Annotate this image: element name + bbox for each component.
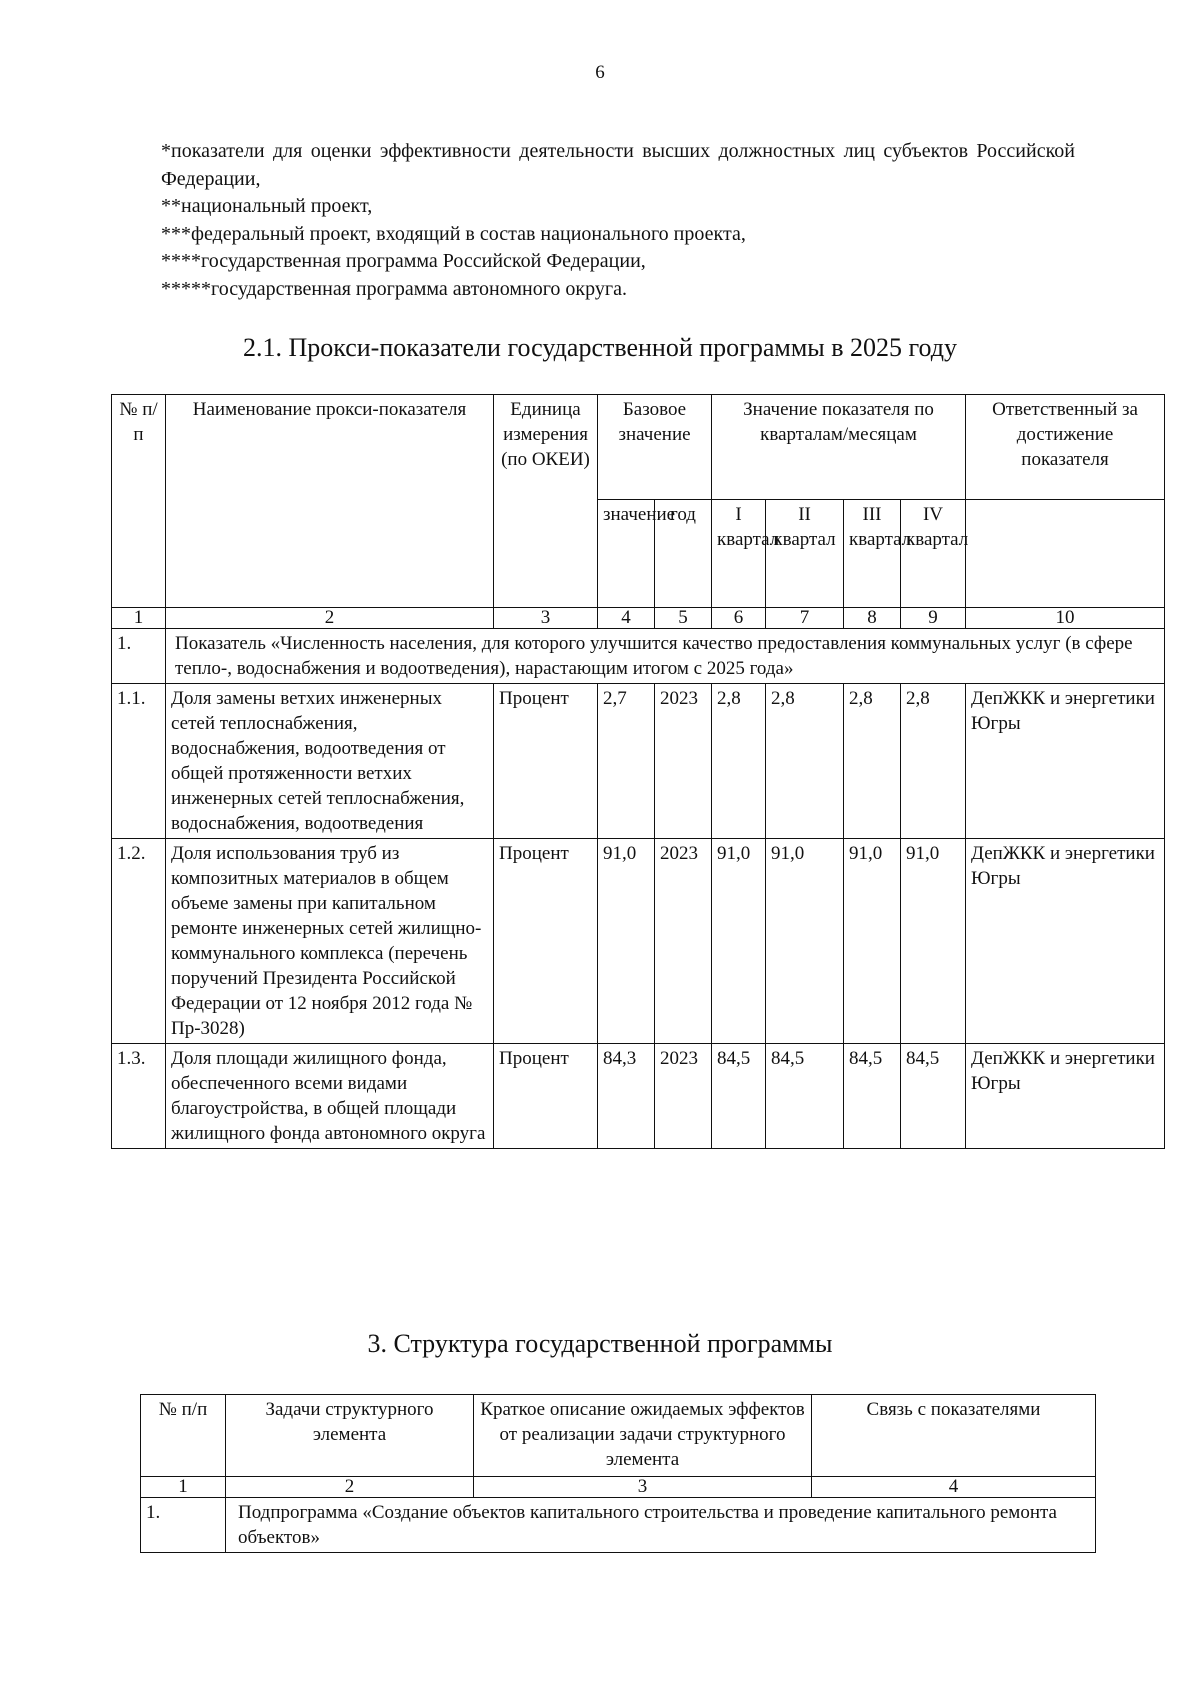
base-value: 91,0 xyxy=(598,839,655,1044)
row-num: 1. xyxy=(141,1498,226,1553)
q3-value: 91,0 xyxy=(844,839,901,1044)
header-num: № п/п xyxy=(141,1395,226,1477)
table-row xyxy=(112,1044,1165,1149)
header-q3: III квартал xyxy=(844,500,901,608)
responsible: ДепЖКК и энергетики Югры xyxy=(966,1044,1165,1149)
program-structure-table xyxy=(140,1394,1096,1553)
indicator-name: Доля использования труб из композитных материалов в общем объеме замены при капитальном ремонте инженерных сетей жилищно-коммунального комплекса (перечень поручений Президента Российской Федерации от 12 ноября 2012 года № Пр-3028) xyxy=(166,839,494,1044)
table-row xyxy=(112,839,1165,1044)
q1-value: 91,0 xyxy=(712,839,766,1044)
subprogram-title: Подпрограмма «Создание объектов капитального строительства и проведение капитального ремонта объектов» xyxy=(226,1498,1096,1553)
unit: Процент xyxy=(494,684,598,839)
column-number: 4 xyxy=(812,1477,1096,1498)
column-number-row xyxy=(112,608,1165,629)
base-value: 2,7 xyxy=(598,684,655,839)
column-number: 10 xyxy=(966,608,1165,629)
q4-value: 2,8 xyxy=(901,684,966,839)
section-3-title: 3. Структура государственной программы xyxy=(367,1329,833,1358)
header-q1: I квартал xyxy=(712,500,766,608)
table-row xyxy=(112,684,1165,839)
column-number: 3 xyxy=(494,608,598,629)
base-value: 84,3 xyxy=(598,1044,655,1149)
header-unit: Единица измерения (по ОКЕИ) xyxy=(494,395,598,608)
column-number: 2 xyxy=(166,608,494,629)
row-num: 1.2. xyxy=(112,839,166,1044)
header-q4: IV квартал xyxy=(901,500,966,608)
q2-value: 2,8 xyxy=(766,684,844,839)
header-base: Базовое значение xyxy=(598,395,712,500)
header-quarters: Значение показателя по кварталам/месяцам xyxy=(712,395,966,500)
footnote: *****государственная программа автономного округа. xyxy=(161,277,627,300)
q4-value: 84,5 xyxy=(901,1044,966,1149)
base-year: 2023 xyxy=(655,839,712,1044)
row-num: 1.1. xyxy=(112,684,166,839)
header-tasks: Задачи структурного элемента xyxy=(226,1395,474,1477)
q3-value: 84,5 xyxy=(844,1044,901,1149)
column-number: 2 xyxy=(226,1477,474,1498)
group-num: 1. xyxy=(112,629,166,684)
base-year: 2023 xyxy=(655,1044,712,1149)
header-responsible-blank xyxy=(966,500,1165,608)
indicator-group-row xyxy=(112,629,1165,684)
column-number: 7 xyxy=(766,608,844,629)
table-row xyxy=(141,1498,1096,1553)
q1-value: 2,8 xyxy=(712,684,766,839)
indicator-name: Доля замены ветхих инженерных сетей теплоснабжения, водоснабжения, водоотведения от общей протяженности ветхих инженерных сетей теплоснабжения, водоснабжения, водоотведения xyxy=(166,684,494,839)
header-link: Связь с показателями xyxy=(812,1395,1096,1477)
column-number: 9 xyxy=(901,608,966,629)
footnote: ****государственная программа Российской Федерации, xyxy=(161,250,646,272)
q4-value: 91,0 xyxy=(901,839,966,1044)
column-number: 6 xyxy=(712,608,766,629)
column-number: 5 xyxy=(655,608,712,629)
header-base-value: значение xyxy=(598,500,655,608)
proxy-indicators-table xyxy=(111,394,1165,1149)
header-q2: II квартал xyxy=(766,500,844,608)
q2-value: 91,0 xyxy=(766,839,844,1044)
footnote: ***федеральный проект, входящий в состав национального проекта, xyxy=(161,222,746,245)
header-num: № п/п xyxy=(112,395,166,608)
column-number: 8 xyxy=(844,608,901,629)
footnote: **национальный проект, xyxy=(161,195,373,217)
responsible: ДепЖКК и энергетики Югры xyxy=(966,684,1165,839)
column-number: 1 xyxy=(141,1477,226,1498)
section-2-1-title: 2.1. Прокси-показатели государственной программы в 2025 году xyxy=(242,333,958,362)
column-number: 4 xyxy=(598,608,655,629)
q2-value: 84,5 xyxy=(766,1044,844,1149)
header-base-year: год xyxy=(655,500,712,608)
responsible: ДепЖКК и энергетики Югры xyxy=(966,839,1165,1044)
q1-value: 84,5 xyxy=(712,1044,766,1149)
column-number-row xyxy=(141,1477,1096,1498)
row-num: 1.3. xyxy=(112,1044,166,1149)
base-year: 2023 xyxy=(655,684,712,839)
header-name: Наименование прокси-показателя xyxy=(166,395,494,608)
group-title: Показатель «Численность населения, для которого улучшится качество предоставления коммунальных услуг (в сфере тепло-, водоснабжения и водоотведения), нарастающим итогом с 2025 года» xyxy=(166,629,1165,684)
column-number: 1 xyxy=(112,608,166,629)
unit: Процент xyxy=(494,839,598,1044)
footnotes xyxy=(161,138,1075,303)
page-number: 6 xyxy=(595,62,605,83)
footnote: *показатели для оценки эффективности деятельности высших должностных лиц субъектов Российской Федерации, xyxy=(161,140,1075,190)
header-effects: Краткое описание ожидаемых эффектов от реализации задачи структурного элемента xyxy=(474,1395,812,1477)
indicator-name: Доля площади жилищного фонда, обеспеченного всеми видами благоустройства, в общей площади жилищного фонда автономного округа xyxy=(166,1044,494,1149)
q3-value: 2,8 xyxy=(844,684,901,839)
unit: Процент xyxy=(494,1044,598,1149)
column-number: 3 xyxy=(474,1477,812,1498)
header-responsible: Ответственный за достижение показателя xyxy=(966,395,1165,500)
